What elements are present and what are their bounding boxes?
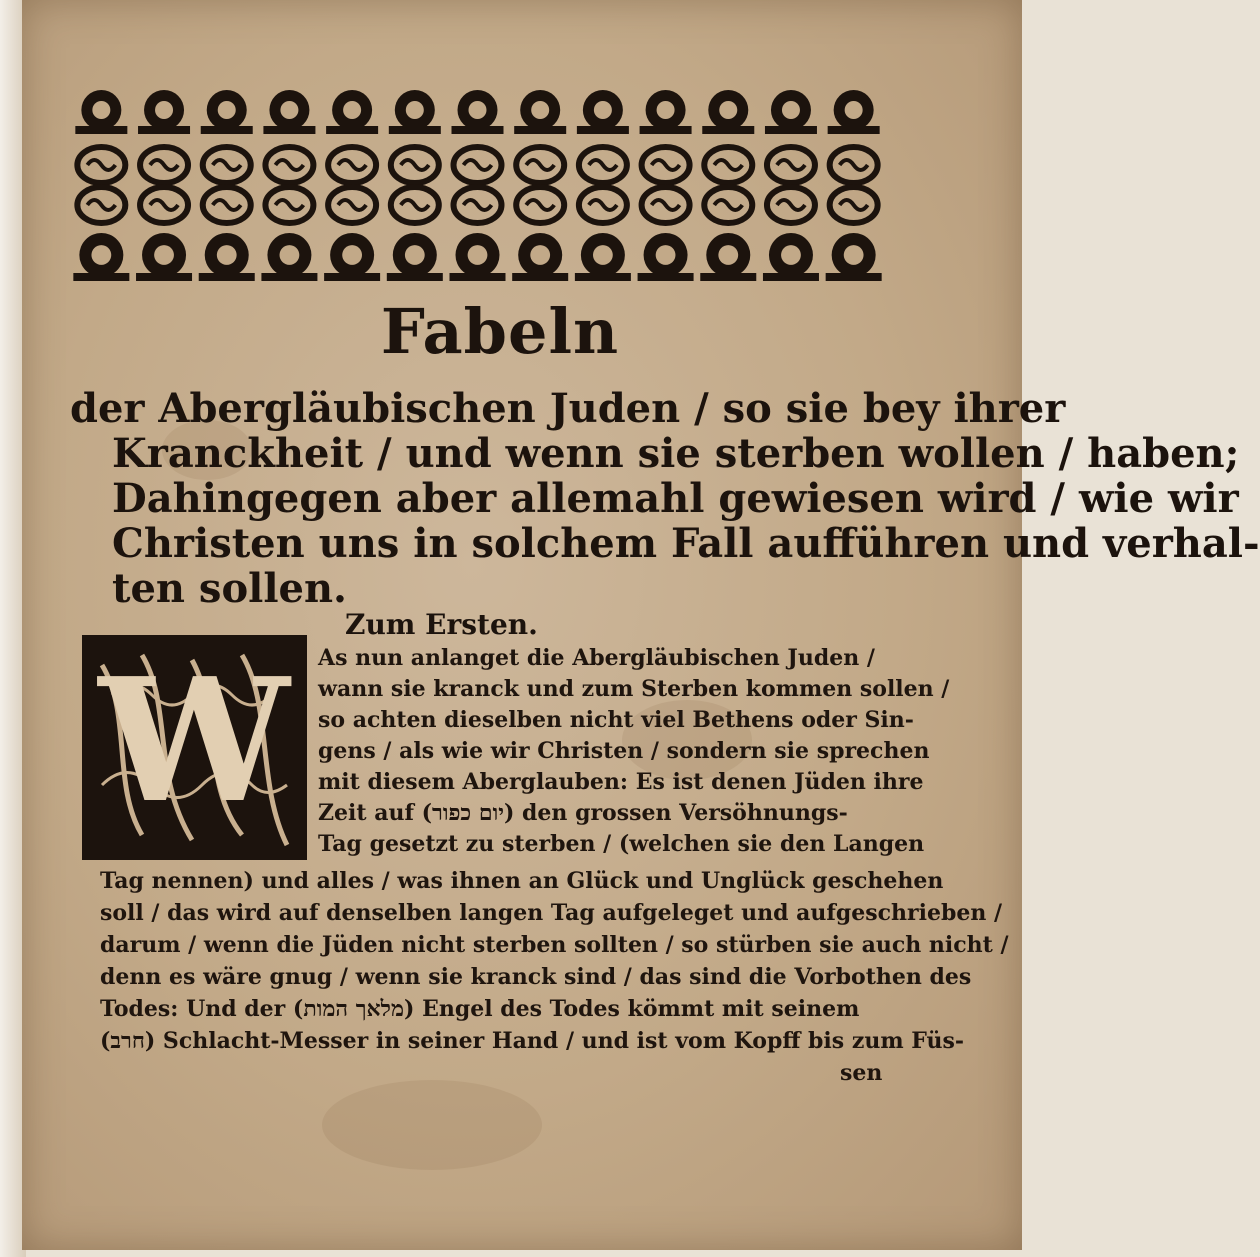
ornament-scroll-curl (840, 160, 868, 170)
ornament-flower-center (844, 245, 864, 265)
ornament-scroll-curl (589, 200, 617, 210)
ornament-scroll-curl (150, 160, 178, 170)
ornament-scroll-curl (464, 160, 492, 170)
body-line: so achten dieselben nicht viel Bethens oder Sin- (318, 707, 914, 733)
ornament-flower-center (280, 101, 298, 119)
catchword: sen (840, 1060, 883, 1086)
subtitle-line: der Abergläubischen Juden / so sie bey ihrer (70, 385, 1066, 432)
ornament-flower-center (781, 245, 801, 265)
ornament-flower-center (469, 101, 487, 119)
ornament-leaf (640, 126, 692, 134)
ornament-leaf (826, 273, 882, 281)
ornament-flower-center (530, 245, 550, 265)
page-title: Fabeln (380, 295, 620, 368)
ornament-leaf (514, 126, 566, 134)
ornament-flower-center (718, 245, 738, 265)
ornament-leaf (452, 126, 504, 134)
ornament-flower-center (406, 101, 424, 119)
ornament-scroll-curl (464, 200, 492, 210)
ornament-flower-center (155, 101, 173, 119)
ornament-scroll-curl (338, 160, 366, 170)
ornament-flower-center (845, 101, 863, 119)
ornament-leaf (324, 273, 380, 281)
ornament-scroll-curl (150, 200, 178, 210)
ornament-leaf (828, 126, 880, 134)
ornament-scroll-curl (401, 200, 429, 210)
ornament-leaf (136, 273, 192, 281)
ornament-scroll-curl (652, 160, 680, 170)
ornament-flower-center (782, 101, 800, 119)
ornament-leaf (261, 273, 317, 281)
ornament-leaf (387, 273, 443, 281)
initial-letter: W (98, 641, 290, 841)
ornament-scroll-curl (526, 160, 554, 170)
ornament-flower-center (154, 245, 174, 265)
ornament-flower-center (343, 101, 361, 119)
ornament-scroll-curl (401, 160, 429, 170)
ornament-leaf (700, 273, 756, 281)
ornament-scroll-curl (275, 200, 303, 210)
ornament-scroll-curl (652, 200, 680, 210)
ornament-leaf (389, 126, 441, 134)
subtitle-line: Dahingegen aber allemahl gewiesen wird / wie wir (112, 475, 1239, 522)
ornament-leaf (577, 126, 629, 134)
ornament-leaf (638, 273, 694, 281)
body-line: Tag gesetzt zu sterben / (welchen sie den Langen (318, 831, 925, 857)
ornament-leaf (201, 126, 253, 134)
ornament-band (70, 85, 885, 285)
ornament-flower-center (594, 101, 612, 119)
decorated-initial (82, 635, 307, 860)
body-line: Zeit auf (יום כפור) den grossen Versöhnungs- (318, 800, 848, 826)
subtitle-line: Christen uns in solchem Fall aufführen und verhal- (112, 520, 1260, 567)
ornament-scroll-curl (714, 200, 742, 210)
body-line: Todes: Und der (מלאך המות) Engel des Todes kömmt mit seinem (100, 996, 860, 1022)
ornament-scroll-curl (526, 200, 554, 210)
ornament-scroll-curl (777, 200, 805, 210)
ornament-scroll-curl (777, 160, 805, 170)
ornament-leaf (326, 126, 378, 134)
ornament-flower-center (280, 245, 300, 265)
body-line: soll / das wird auf denselben langen Tag aufgeleget und aufgeschrieben / (100, 900, 1003, 926)
body-line: As nun anlanget die Abergläubischen Juden / (318, 645, 875, 671)
ornament-leaf (702, 126, 754, 134)
ornament-flower-center (91, 245, 111, 265)
subtitle-line: ten sollen. (112, 565, 347, 612)
ornament-flower-center (342, 245, 362, 265)
ornament-leaf (765, 126, 817, 134)
ornament-scroll-curl (87, 160, 115, 170)
body-line: Tag nennen) und alles / was ihnen an Glück und Unglück geschehen (100, 868, 944, 894)
ornament-scroll-curl (714, 160, 742, 170)
body-line: denn es wäre gnug / wenn sie kranck sind / das sind die Vorbothen des (100, 964, 972, 990)
ornament-flower-center (593, 245, 613, 265)
ornament-leaf (73, 273, 129, 281)
subtitle-line: Kranckheit / und wenn sie sterben wollen / haben; (112, 430, 1240, 477)
ornament-leaf (512, 273, 568, 281)
body-line: wann sie kranck und zum Sterben kommen sollen / (318, 676, 950, 702)
ornament-leaf (75, 126, 127, 134)
ornament-flower-center (217, 245, 237, 265)
ornament-leaf (450, 273, 506, 281)
ornament-leaf (575, 273, 631, 281)
ornament-flower-center (468, 245, 488, 265)
ornament-scroll-curl (840, 200, 868, 210)
ornament-flower-center (719, 101, 737, 119)
ornament-flower-center (92, 101, 110, 119)
body-line: mit diesem Aberglauben: Es ist denen Jüden ihre (318, 769, 924, 795)
ornament-scroll-curl (87, 200, 115, 210)
ornament-flower-center (531, 101, 549, 119)
ornament-scroll-curl (213, 200, 241, 210)
section-heading: Zum Ersten. (345, 608, 538, 641)
body-line: gens / als wie wir Christen / sondern sie sprechen (318, 738, 930, 764)
body-line: (חרב) Schlacht-Messer in seiner Hand / und ist vom Kopff bis zum Füs- (100, 1028, 964, 1054)
ornament-flower-center (657, 101, 675, 119)
ornament-leaf (138, 126, 190, 134)
ornament-flower-center (218, 101, 236, 119)
ornament-scroll-curl (275, 160, 303, 170)
ornament-leaf (763, 273, 819, 281)
ornament-leaf (263, 126, 315, 134)
ornament-flower-center (405, 245, 425, 265)
ornament-scroll-curl (589, 160, 617, 170)
ornament-leaf (199, 273, 255, 281)
ornament-flower-center (656, 245, 676, 265)
ornament-scroll-curl (338, 200, 366, 210)
body-line: darum / wenn die Jüden nicht sterben sollten / so stürben sie auch nicht / (100, 932, 1009, 958)
ornament-scroll-curl (213, 160, 241, 170)
